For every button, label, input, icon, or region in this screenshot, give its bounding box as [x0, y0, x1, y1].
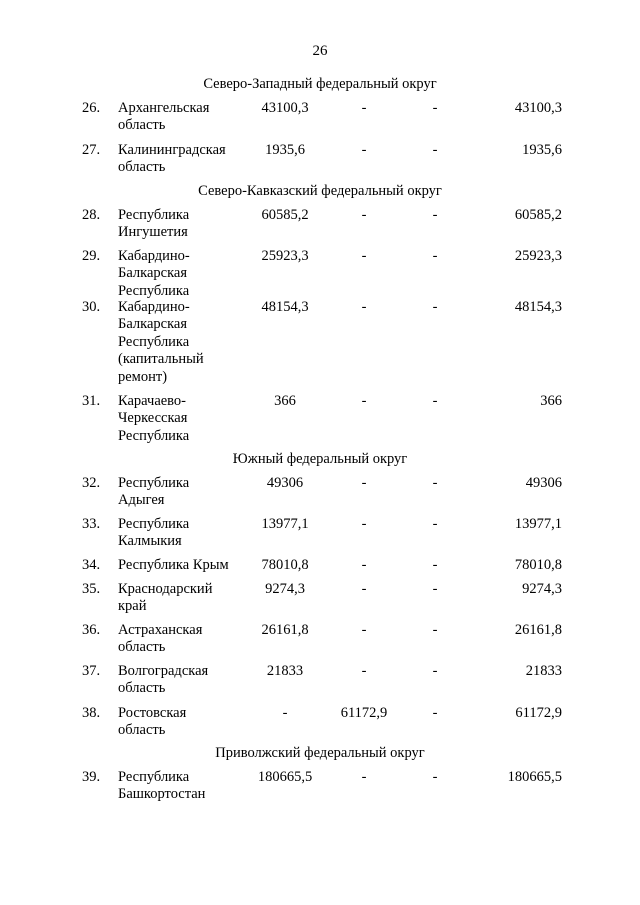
region-name-line: Краснодарский [118, 581, 213, 597]
value-col-3: - [432, 393, 438, 409]
row-number: 31. [82, 393, 101, 409]
value-col-3: - [432, 557, 438, 573]
region-name-line: Волгоградская [118, 663, 209, 679]
region-name-line: Республика [118, 282, 190, 299]
value-total: 49306 [525, 475, 562, 491]
region-name-line: Республика [118, 207, 190, 223]
value-col-2: - [361, 581, 367, 597]
value-col-1: - [282, 705, 288, 721]
value-total: 366 [540, 393, 562, 409]
section-heading: Северо-Кавказский федеральный округ [198, 183, 442, 199]
region-name-line: Кабардино- [118, 248, 190, 264]
value-col-2: - [361, 248, 367, 264]
value-col-3: - [432, 705, 438, 721]
region-name-line: Республика [118, 427, 190, 444]
region-name-line: Республика [118, 475, 190, 491]
region-name-line: Карачаево- [118, 393, 187, 409]
row-number: 39. [82, 769, 101, 785]
row-number: 32. [82, 475, 101, 491]
value-col-1: 13977,1 [261, 516, 309, 532]
value-total: 48154,3 [514, 299, 562, 315]
value-col-3: - [432, 100, 438, 116]
value-col-1: 48154,3 [261, 299, 309, 315]
region-name-line: Балкарская [118, 265, 188, 282]
value-col-3: - [432, 475, 438, 491]
value-col-1: 25923,3 [261, 248, 309, 264]
value-col-1: 26161,8 [261, 622, 309, 638]
region-name-line: Калининградская [118, 142, 226, 158]
row-number: 33. [82, 516, 101, 532]
value-col-2: - [361, 393, 367, 409]
value-total: 60585,2 [514, 207, 562, 223]
region-name-line: (капитальный [118, 351, 204, 368]
value-col-2: - [361, 207, 367, 223]
region-name [118, 142, 238, 177]
region-name [118, 516, 238, 551]
value-col-1: 1935,6 [265, 142, 305, 158]
row-number: 29. [82, 248, 101, 264]
value-total: 1935,6 [522, 142, 562, 158]
region-name-line: область [118, 680, 166, 697]
value-col-3: - [432, 299, 438, 315]
row-number: 26. [82, 100, 101, 116]
region-name [118, 581, 238, 616]
value-total: 25923,3 [514, 248, 562, 264]
region-name [118, 622, 238, 657]
region-name-line: Башкортостан [118, 786, 206, 803]
value-col-1: 78010,8 [261, 557, 309, 573]
region-name-line: Республика Крым [118, 557, 229, 573]
value-col-1: 9274,3 [265, 581, 305, 597]
region-name-line: ремонт) [118, 368, 168, 385]
row-number: 28. [82, 207, 101, 223]
row-number: 36. [82, 622, 101, 638]
value-col-2: - [361, 769, 367, 785]
region-name-line: область [118, 117, 166, 134]
region-name-line: область [118, 722, 166, 739]
row-number: 27. [82, 142, 101, 158]
value-col-1: 43100,3 [261, 100, 309, 116]
region-name-line: область [118, 639, 166, 656]
region-name-line: Республика [118, 333, 190, 350]
value-col-3: - [432, 248, 438, 264]
value-total: 43100,3 [514, 100, 562, 116]
region-name-line: область [118, 159, 166, 176]
value-col-1: 49306 [266, 475, 304, 491]
region-name-line: Черкесская [118, 410, 188, 427]
row-number: 38. [82, 705, 101, 721]
value-col-1: 60585,2 [261, 207, 309, 223]
region-name [118, 393, 238, 445]
region-name-line: Республика [118, 516, 190, 532]
value-col-1: 21833 [266, 663, 304, 679]
value-col-3: - [432, 207, 438, 223]
region-name-line: край [118, 598, 147, 615]
value-col-2: - [361, 557, 367, 573]
value-total: 21833 [525, 663, 562, 679]
region-name-line: Республика [118, 769, 190, 785]
value-col-2: 61172,9 [340, 705, 388, 721]
region-name [118, 207, 238, 242]
page-number: 26 [312, 43, 328, 59]
region-name [118, 769, 238, 804]
region-name-line: Балкарская [118, 316, 188, 333]
value-col-3: - [432, 581, 438, 597]
value-total: 61172,9 [515, 705, 562, 721]
value-total: 180665,5 [507, 769, 562, 785]
region-name [118, 705, 238, 740]
section-heading: Южный федеральный округ [232, 451, 408, 467]
value-col-3: - [432, 622, 438, 638]
region-name [118, 100, 238, 135]
value-col-1: 180665,5 [257, 769, 313, 785]
region-name-line: Ростовская [118, 705, 187, 721]
value-total: 26161,8 [514, 622, 562, 638]
section-heading: Северо-Западный федеральный округ [203, 76, 437, 92]
value-col-2: - [361, 100, 367, 116]
region-name [118, 475, 238, 510]
value-col-3: - [432, 769, 438, 785]
value-col-3: - [432, 663, 438, 679]
value-col-3: - [432, 516, 438, 532]
row-number: 30. [82, 299, 101, 315]
value-col-2: - [361, 299, 367, 315]
value-col-3: - [432, 142, 438, 158]
region-name [118, 248, 238, 300]
value-col-2: - [361, 142, 367, 158]
region-name-line: Архангельская [118, 100, 210, 116]
value-col-1: 366 [274, 393, 296, 409]
region-name [118, 557, 238, 574]
value-total: 78010,8 [514, 557, 562, 573]
row-number: 34. [82, 557, 101, 573]
value-col-2: - [361, 663, 367, 679]
value-col-2: - [361, 516, 367, 532]
value-total: 13977,1 [514, 516, 562, 532]
region-name [118, 299, 238, 386]
region-name [118, 663, 238, 698]
row-number: 35. [82, 581, 101, 597]
region-name-line: Астраханская [118, 622, 203, 638]
region-name-line: Кабардино- [118, 299, 190, 315]
row-number: 37. [82, 663, 101, 679]
value-total: 9274,3 [522, 581, 562, 597]
value-col-2: - [361, 475, 367, 491]
region-name-line: Калмыкия [118, 533, 182, 550]
section-heading: Приволжский федеральный округ [215, 745, 425, 761]
value-col-2: - [361, 622, 367, 638]
region-name-line: Ингушетия [118, 224, 188, 241]
region-name-line: Адыгея [118, 492, 165, 509]
